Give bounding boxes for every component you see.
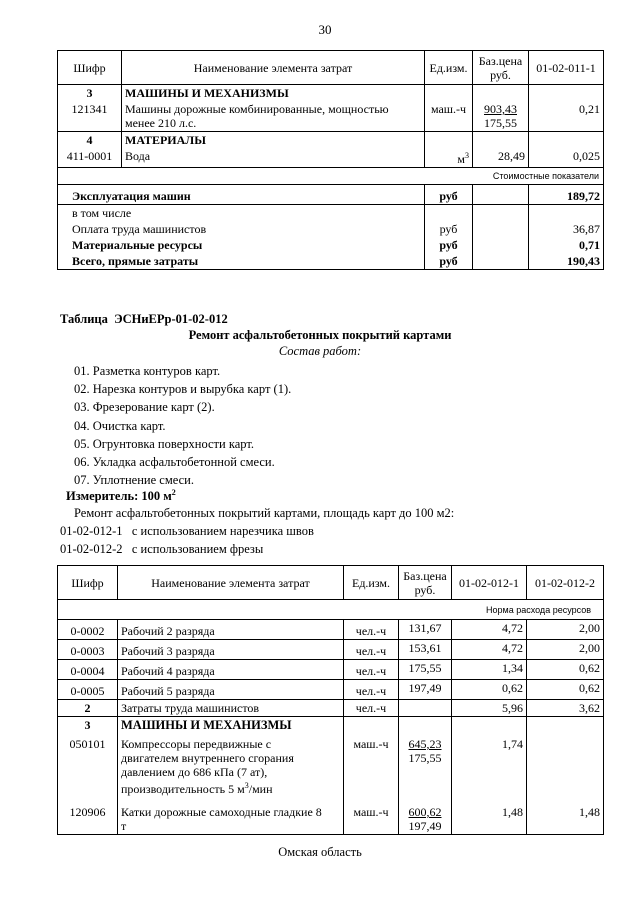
table-row-code: 120906 [58, 797, 118, 835]
table-row-name: Рабочий 2 разряда [118, 620, 344, 640]
table-row-v2: 0,62 [527, 680, 604, 700]
table-row-v1: 1,48 [452, 797, 527, 835]
table-011 [57, 50, 604, 270]
table-row-name: Катки дорожные самоходные гладкие 8 т [118, 797, 344, 835]
table-row-price: 197,49 [399, 680, 452, 700]
row-code: 411-0001 [58, 148, 122, 168]
header-price: Баз.цена руб. [399, 566, 452, 600]
row-value: 0,21 [529, 101, 604, 132]
summary-name: Эксплуатация машин [58, 185, 425, 205]
group-number: 3 [58, 717, 118, 734]
norm-header: Норма расхода ресурсов [58, 600, 604, 620]
row-price: 903,43 175,55 [473, 101, 529, 132]
row-name: Машины дорожные комбинированные, мощностью менее 210 л.с. [122, 101, 425, 132]
row-unit: маш.-ч [425, 101, 473, 132]
variant: 01-02-012-2 с использованием фрезы [60, 542, 264, 556]
section-title: Ремонт асфальтобетонных покрытий картами [188, 328, 452, 342]
work-item: 01. Разметка контуров карт. [74, 364, 221, 378]
row-value: 0,025 [529, 148, 604, 168]
table-row-code: 0-0003 [58, 640, 118, 660]
description: Ремонт асфальтобетонных покрытий картами, площадь карт до 100 м2: [74, 506, 455, 520]
header-col2: 01-02-012-2 [527, 566, 604, 600]
group-title: МАШИНЫ И МЕХАНИЗМЫ [118, 717, 344, 734]
table-row-code: 0-0004 [58, 660, 118, 680]
header-code: Шифр [58, 566, 118, 600]
table-row-name: Затраты труда машинистов [118, 700, 344, 717]
group-number: 4 [58, 132, 122, 149]
table-row-code: 0-0005 [58, 680, 118, 700]
works-list [74, 362, 291, 489]
table-row-v1: 0,62 [452, 680, 527, 700]
table-row-code: 0-0002 [58, 620, 118, 640]
summary-unit: руб [425, 237, 473, 253]
table-label: Таблица ЭСНиЕРр-01-02-012 [60, 312, 228, 326]
summary-unit: руб [425, 221, 473, 237]
work-item: 07. Уплотнение смеси. [74, 473, 194, 488]
header-price: Баз.цена руб. [473, 51, 529, 85]
table-012 [57, 565, 604, 835]
header-name: Наименование элемента затрат [118, 566, 344, 600]
row-unit: $м^3$ [425, 148, 473, 168]
group-number: 3 [58, 85, 122, 102]
row-name: Вода [122, 148, 425, 168]
summary-name: в том числе [58, 205, 425, 222]
table-row-v2: 2,00 [527, 640, 604, 660]
summary-name: Оплата труда машинистов [58, 221, 425, 237]
variant: 01-02-012-1 с использованием нарезчика швов [60, 524, 314, 538]
table-row-price: 153,61 [399, 640, 452, 660]
table-row-v1: 1,34 [452, 660, 527, 680]
meter: Измеритель: 100 $м^2$ [66, 488, 176, 504]
work-item: 05. Огрунтовка поверхности карт. [74, 436, 254, 451]
header-name: Наименование элемента затрат [122, 51, 425, 85]
header-unit: Ед.изм. [425, 51, 473, 85]
table-row-v1: 1,74 [452, 733, 527, 797]
footer: Омская область [278, 845, 362, 859]
table-row-name: Рабочий 5 разряда [118, 680, 344, 700]
table-row-unit: чел.-ч [344, 700, 399, 717]
work-item: 03. Фрезерование карт (2). [74, 400, 215, 415]
header-code: Шифр [58, 51, 122, 85]
table-row-unit: маш.-ч [344, 733, 399, 797]
summary-value: 190,43 [529, 253, 604, 270]
work-item: 02. Нарезка контуров и вырубка карт (1). [74, 382, 292, 397]
table-row-code: 050101 [58, 733, 118, 797]
table-row-unit: чел.-ч [344, 640, 399, 660]
table-row-v2: 0,62 [527, 660, 604, 680]
table-row-v1: 5,96 [452, 700, 527, 717]
table-row-unit: чел.-ч [344, 660, 399, 680]
summary-name: Материальные ресурсы [58, 237, 425, 253]
table-row-v1: 4,72 [452, 640, 527, 660]
table-row-price: 131,67 [399, 620, 452, 640]
summary-value: 36,87 [529, 221, 604, 237]
summary-value: 189,72 [529, 185, 604, 205]
header-unit: Ед.изм. [344, 566, 399, 600]
row-price: 28,49 [473, 148, 529, 168]
table-row-v2: 1,48 [527, 797, 604, 835]
row-code: 121341 [58, 101, 122, 132]
header-col: 01-02-011-1 [529, 51, 604, 85]
header-col1: 01-02-012-1 [452, 566, 527, 600]
summary-value: 0,71 [529, 237, 604, 253]
work-item: 04. Очистка карт. [74, 418, 166, 433]
table-row-name: Компрессоры передвижные с двигателем внутреннего сгорания давлением до 686 кПа (7 ат), производительность 5 $м^3$/мин [118, 733, 344, 797]
table-row-code: 2 [58, 700, 118, 717]
table-row-v2: 3,62 [527, 700, 604, 717]
summary-name: Всего, прямые затраты [58, 253, 425, 270]
section-subtitle: Состав работ: [278, 344, 362, 358]
cost-header: Стоимостные показатели [58, 168, 604, 185]
group-title: МАТЕРИАЛЫ [122, 132, 425, 149]
group-title: МАШИНЫ И МЕХАНИЗМЫ [122, 85, 425, 102]
table-row-name: Рабочий 4 разряда [118, 660, 344, 680]
table-row-price: 175,55 [399, 660, 452, 680]
summary-unit: руб [425, 253, 473, 270]
table-row-v1: 4,72 [452, 620, 527, 640]
table-row-unit: чел.-ч [344, 680, 399, 700]
table-row-v2: 2,00 [527, 620, 604, 640]
table-row-price: 645,23 175,55 [399, 733, 452, 797]
table-row-v2 [527, 733, 604, 797]
page-number: 30 [318, 22, 332, 37]
table-row-name: Рабочий 3 разряда [118, 640, 344, 660]
work-item: 06. Укладка асфальтобетонной смеси. [74, 455, 275, 470]
table-row-unit: маш.-ч [344, 797, 399, 835]
table-row-price: 600,62 197,49 [399, 797, 452, 835]
summary-unit: руб [425, 185, 473, 205]
table-row-unit: чел.-ч [344, 620, 399, 640]
